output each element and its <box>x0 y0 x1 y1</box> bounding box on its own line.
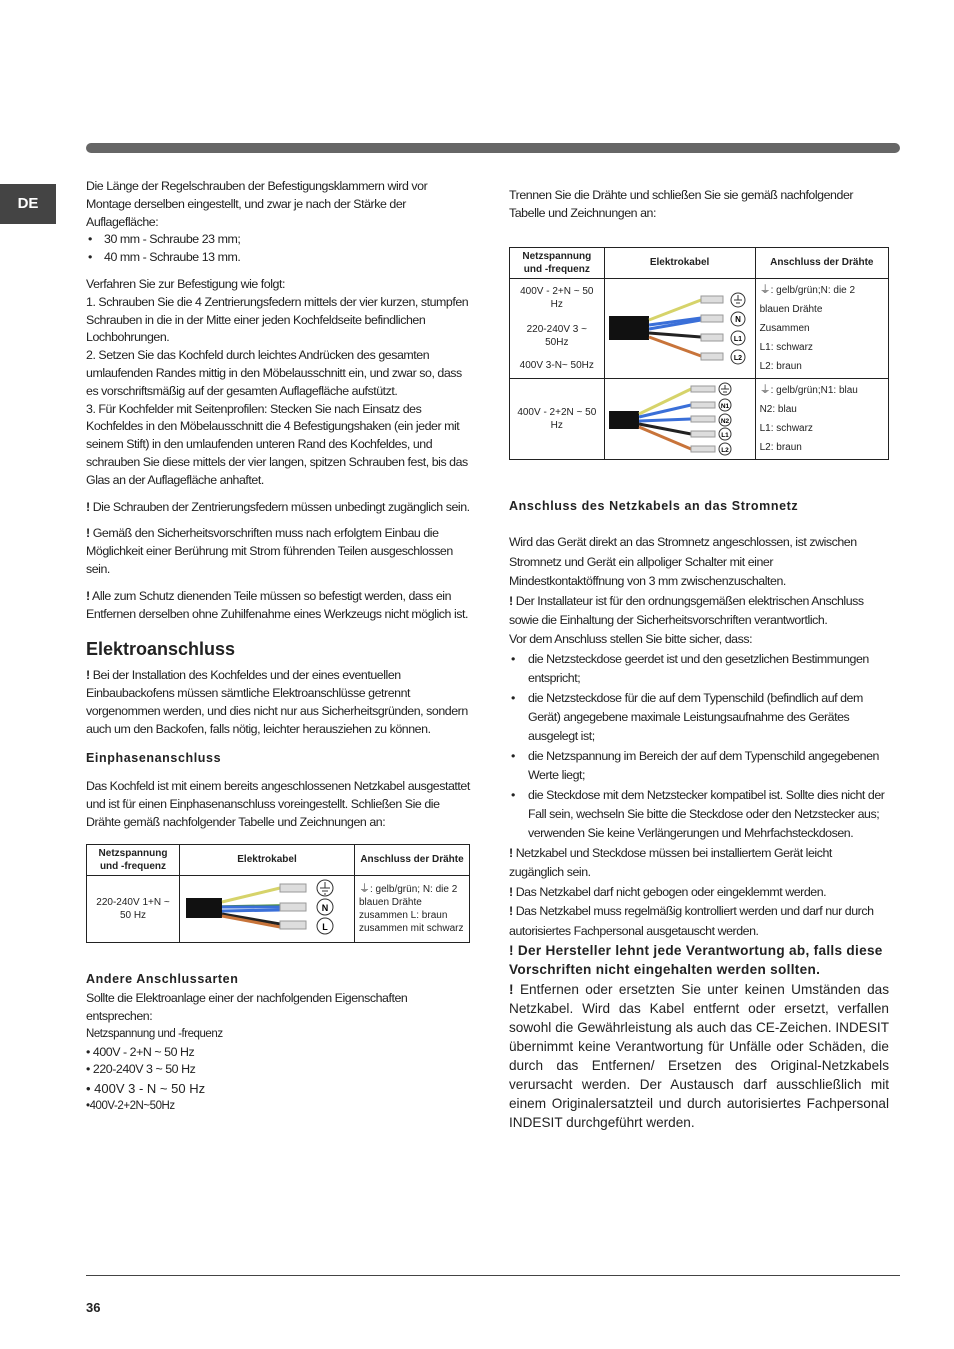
paragraph-screws: Die Länge der Regelschrauben der Befestigungsklammern wird vor Montage derselben eingestellt, und zwar je nach der Stärke der Auflagefläche: <box>86 179 428 229</box>
table-header: Netzspannung und -frequenz <box>87 844 180 875</box>
list-item: • 40 mm - Schraube 13 mm. <box>86 249 470 267</box>
warning-mark: ! <box>86 526 90 541</box>
step-3: 3. Für Kochfelder mit Seitenprofilen: Stecken Sie nach Einsatz des Kochfeldes in den Möbelausschnitt die 4 Befestigungshaken (ein jeder mit seinem Stift) in den umlaufenden unteren Rand des Kochfeldes, und schrauben Sie diese mittels der vier langen, spitzen Schrauben fest, bis das Glas an der Auflagefläche anhaftet. <box>86 401 468 487</box>
ground-icon: ⏚ <box>759 283 771 296</box>
heading-elektroanschluss: Elektroanschluss <box>86 639 236 660</box>
warning-3: ! Alle zum Schutz dienenden Teile müssen so befestigt werden, dass ein Entfernen derselben ohne Zuhilfenahme eines Werkzeugs nicht möglich ist. <box>86 588 469 621</box>
warning-b: ! Das Netzkabel darf nicht gebogen oder eingeklemmt werden. <box>509 884 827 899</box>
warning-mark: ! <box>509 942 514 958</box>
ground-icon: ⏚ <box>359 882 370 895</box>
paragraph-vor: Vor dem Anschluss stellen Sie bitte sicher, dass: <box>509 632 753 647</box>
cable-diagram <box>604 278 755 378</box>
table-header: Elektrokabel <box>180 844 355 875</box>
list-item: • 400V 3 - N ~ 50 Hz <box>86 1081 206 1097</box>
terminal-label: N <box>321 902 329 913</box>
table-header: Anschluss der Drähte <box>355 844 470 875</box>
wiring-table-multi <box>509 247 889 460</box>
list-item: • die Steckdose mit dem Netzstecker kompatibel ist. Sollte dies nicht der Fall sein, wechseln Sie bitte die Steckdose oder den Netzstecker aus; verwenden Sie keine Verlängerungen und Mehrfachsteckdosen. <box>509 786 889 844</box>
list-item: • 220-240V 3 ~ 50 Hz <box>86 1062 196 1077</box>
wiring-table-single <box>86 844 470 943</box>
warning-mark: ! <box>509 593 513 608</box>
right-column <box>509 187 889 1132</box>
paragraph-separate: Trennen Sie die Drähte und schließen Sie sie gemäß nachfolgender Tabelle und Zeichnungen an: <box>509 188 854 220</box>
paragraph-einphasen: Das Kochfeld ist mit einem bereits angeschlossenen Netzkabel ausgestattet und ist für einen Einphasenanschluss voreingestellt. Schließen Sie die Drähte gemäß nachfolgender Tabelle und Zeichnungen an: <box>86 779 470 829</box>
terminal-label: L2 <box>733 355 742 363</box>
step-1: 1. Schrauben Sie die 4 Zentrierungsfedern mittels der vier kurzen, stumpfen Schrauben in die in der Mitte einer jeden Kochfeldseite befindlichen Lochbohrungen. <box>86 294 469 345</box>
warning-mark: ! <box>509 845 513 860</box>
terminal-label: N <box>734 315 741 325</box>
warning-mark: ! <box>509 981 514 997</box>
terminal-label: N2 <box>720 417 729 425</box>
warning-c: ! Das Netzkabel muss regelmäßig kontrolliert werden und darf nur durch autorisiertes Fachpersonal ausgetauscht werden. <box>509 904 874 938</box>
page-number: 36 <box>86 1300 101 1315</box>
table-cell: ⏚: gelb/grün;N1: blau N2: blau L1: schwarz L2: braun <box>755 378 888 459</box>
list-item: •400V-2+2N~50Hz <box>86 1100 175 1113</box>
warning-mark: ! <box>86 668 90 683</box>
list-item: • die Netzsteckdose geerdet ist und den gesetzlichen Bestimmungen entspricht; <box>509 650 889 689</box>
step-2: 2. Setzen Sie das Kochfeld durch leichtes Andrücken des gesamten umlaufenden Randes mittig in den Möbelausschnitt ein, und zwar so, dass es vorschriftsmäßig auf der gesamten Auflagefläche aufstützt. <box>86 348 462 398</box>
table-cell: 220-240V 1+N ~ 50 Hz <box>87 875 180 942</box>
language-tab: DE <box>0 184 56 224</box>
header-bar <box>86 143 900 153</box>
warning-mark: ! <box>509 884 513 899</box>
terminal-label: L2 <box>720 446 729 454</box>
table-cell: 400V - 2+N ~ 50 Hz 220-240V 3 ~ 50Hz 400V 3-N~ 50Hz <box>510 278 605 378</box>
paragraph-intro: Verfahren Sie zur Befestigung wie folgt: <box>86 276 285 291</box>
terminal-label: L1 <box>720 431 729 439</box>
warning-4: ! Bei der Installation des Kochfeldes und der eines eventuellen Einbaubackofens müssen sämtliche Elektroanschlüsse getrennt vorgenommen werden, und dies nicht nur aus Sicherheitsgründen, sondern auch um den Backofen, falls nötig, leichter herausziehen zu können. <box>86 668 468 736</box>
warning-2: ! Gemäß den Sicherheitsvorschriften muss nach erfolgtem Einbau die Möglichkeit einer Berührung mit Strom führenden Teilen ausgeschlossen sein. <box>86 526 453 576</box>
list-item: • die Netzsteckdose für die auf dem Typenschild (befindlich auf dem Gerät) angegebene maximale Leistungsaufnahme des Gerätes ausgelegt ist; <box>509 689 889 747</box>
cable-diagram <box>604 378 755 459</box>
ground-icon: ⏚ <box>759 383 771 396</box>
heading-stromnetz: Anschluss des Netzkabels an das Stromnetz <box>509 498 799 513</box>
warning-a: ! Netzkabel und Steckdose müssen bei installiertem Gerät leicht zugänglich sein. <box>509 845 832 880</box>
paragraph-stromnetz: Wird das Gerät direkt an das Stromnetz angeschlossen, ist zwischen Stromnetz und Gerät ein allpoliger Schalter mit einer Mindestkontaktöffnung von 3 mm zwischenzuschalten. <box>509 535 857 589</box>
warning-e: ! Entfernen oder ersetzten Sie unter keinen Umständen das Netzkabel. Wird das Kabel entfernt oder ersetzt, verfallen sowohl die Gewährleistung als auch das CE-Zeichen. INDESIT übernimmt keine Verantwortung für Unfälle oder Schäden, die durch das Entfernen/ Ersetzen des Original-Netzkabels verursacht werden. Der Austausch darf ausschließlich mit einem Originalersatzteil und durch autorisiertes Fachpersonal INDESIT durchgeführt werden. <box>509 981 889 1130</box>
table-cell: ⏚: gelb/grün;N: die 2 blauen Drähte Zusammen L1: schwarz L2: braun <box>755 278 888 378</box>
heading-andere: Andere Anschlussarten <box>86 971 239 986</box>
list-item: • die Netzspannung im Bereich der auf dem Typenschild angegebenen Werte liegt; <box>509 747 889 786</box>
table-header: Netzspannung und -frequenz <box>510 247 605 278</box>
table-cell: 400V - 2+2N ~ 50 Hz <box>510 378 605 459</box>
warning-d: ! Der Hersteller lehnt jede Verantwortung ab, falls diese Vorschriften nicht eingehalten werden sollten. <box>509 942 883 978</box>
warning-mark: ! <box>86 499 90 514</box>
cable-diagram <box>180 875 355 942</box>
label-netz: Netzspannung und -frequenz <box>86 1027 223 1040</box>
table-header: Anschluss der Drähte <box>755 247 888 278</box>
warning-1: ! Die Schrauben der Zentrierungsfedern müssen unbedingt zugänglich sein. <box>86 499 470 514</box>
list-item: • 400V - 2+N ~ 50 Hz <box>86 1044 195 1059</box>
heading-einphasen: Einphasenanschluss <box>86 751 222 766</box>
left-column <box>86 178 470 1116</box>
warning-installateur: ! Der Installateur ist für den ordnungsgemäßen elektrischen Anschluss sowie die Einhaltung der Sicherheitsvorschriften verantwortlich. <box>509 593 864 628</box>
table-cell: ⏚: gelb/grün; N: die 2 blauen Drähte zusammen L: braun zusammen mit schwarz <box>355 875 470 942</box>
terminal-label: L <box>322 921 328 932</box>
terminal-label: L1 <box>733 336 742 344</box>
terminal-label: N1 <box>720 402 729 410</box>
warning-mark: ! <box>509 904 513 919</box>
warning-mark: ! <box>86 588 90 603</box>
paragraph-andere: Sollte die Elektroanlage einer der nachfolgenden Eigenschaften entsprechen: <box>86 991 408 1024</box>
list-item: • 30 mm - Schraube 23 mm; <box>86 231 470 249</box>
footer-divider <box>86 1275 900 1276</box>
table-header: Elektrokabel <box>604 247 755 278</box>
